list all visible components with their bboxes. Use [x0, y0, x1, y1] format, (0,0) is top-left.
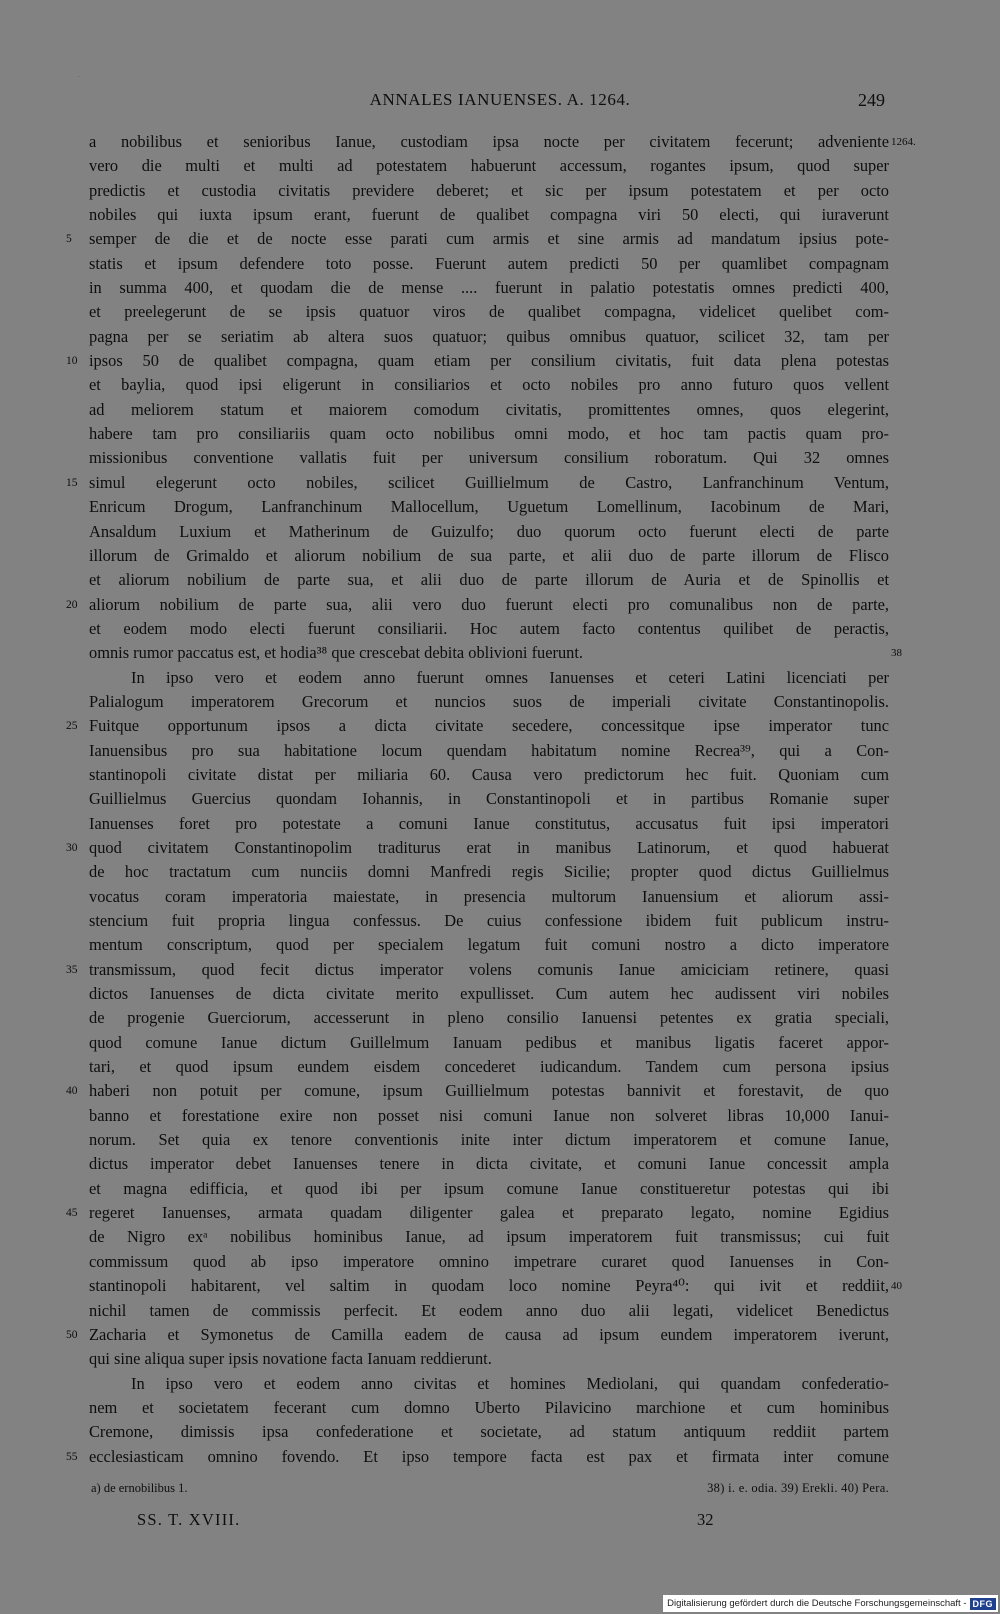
- text-line: [89, 130, 916, 154]
- text-line: [89, 1225, 889, 1249]
- line-number: 10: [66, 355, 78, 368]
- line-number: 25: [66, 720, 78, 733]
- text-line: [89, 520, 889, 544]
- text-line: [89, 252, 889, 276]
- dfg-logo-icon: DFG: [970, 1598, 997, 1610]
- text-line: [89, 179, 889, 203]
- sheet-number: 32: [697, 1510, 714, 1529]
- text-line: [89, 422, 889, 446]
- text-line: [89, 1031, 889, 1055]
- running-title: ANNALES IANUENSES. A. 1264.: [369, 90, 631, 109]
- footnote-a: a) de ernobilibus 1.: [91, 1481, 188, 1495]
- line-number: 30: [66, 841, 78, 854]
- text-line: [89, 666, 889, 690]
- text-line: [89, 860, 889, 884]
- text-line: [89, 1372, 889, 1396]
- line-text: In ipso vero et eodem anno civitas et homines Mediolani, qui quandam confederatio-: [131, 1373, 889, 1393]
- text-line: [89, 1299, 889, 1323]
- line-text: qui sine aliqua super ipsis novatione facta Ianuam reddierunt.: [89, 1349, 492, 1369]
- margin-note: 38: [891, 647, 902, 660]
- line-number: 40: [66, 1085, 78, 1098]
- page-number: 249: [858, 90, 885, 110]
- line-text: nobiles qui iuxta ipsum erant, fuerunt de qualibet compagna viri 50 electi, qui iuraverunt: [89, 205, 889, 225]
- line-text: dictus imperator debet Ianuenses tenere in dicta civitate, et comuni Ianue concessit ampla: [89, 1154, 889, 1174]
- line-text: banno et forestatione exire non posset nisi comuni Ianue non solveret libras 10,000 Ianui-: [89, 1105, 889, 1125]
- text-line: [66, 593, 889, 617]
- line-number: 20: [66, 598, 78, 611]
- line-text: Fuitque opportunum ipsos a dicta civitate secedere, concessitque ipse imperator tunc: [89, 716, 889, 736]
- footnotes-numbered: 38) i. e. odia. 39) Erekli. 40) Pera.: [707, 1481, 889, 1495]
- text-line: [89, 325, 889, 349]
- text-line: [89, 373, 889, 397]
- text-line: [89, 1128, 889, 1152]
- text-line: [89, 446, 889, 470]
- text-line: [66, 1323, 889, 1347]
- running-head: [0, 90, 1000, 118]
- volume-signature: SS. T. XVIII.: [137, 1510, 241, 1529]
- line-text: Guillielmus Guercius quondam Iohannis, in Constantinopoli et in partibus Romanie super: [89, 789, 889, 809]
- scan-speck: [78, 76, 79, 77]
- line-text: semper de die et de nocte esse parati cum armis et sine armis ad mandatum ipsius pote-: [89, 229, 889, 249]
- text-line: [89, 1396, 889, 1420]
- credit-text: Digitalisierung gefördert durch die Deutsche Forschungsgemeinschaft -: [667, 1598, 967, 1609]
- signature-line: [0, 1510, 1000, 1534]
- line-text: et aliorum nobilium de parte sua, et alii duo de parte illorum de Auria et de Spinollis et: [89, 570, 889, 590]
- text-line: [89, 982, 889, 1006]
- line-text: In ipso vero et eodem anno fuerunt omnes Ianuenses et ceteri Latini licenciati per: [131, 667, 889, 687]
- line-number: 50: [66, 1328, 78, 1341]
- line-text: de hoc tractatum cum nunciis domni Manfredi regis Sicilie; propter quod dictus Guillielmus: [89, 862, 889, 882]
- line-text: et preelegerunt de se ipsis quatuor viros de qualibet compagna, videlicet quelibet com-: [89, 302, 889, 322]
- line-text: simul elegerunt octo nobiles, scilicet Guillielmum de Castro, Lanfranchinum Ventum,: [89, 472, 889, 492]
- text-line: [66, 471, 889, 495]
- text-line: [66, 1201, 889, 1225]
- line-text: stantinopoli habitarent, vel saltim in quodam loco nomine Peyra⁴⁰: qui ivit et reddiit,: [89, 1276, 889, 1296]
- text-line: [89, 1104, 889, 1128]
- text-line: [66, 714, 889, 738]
- line-text: regeret Ianuenses, armata quadam diligenter galea et preparato legato, nomine Egidius: [89, 1203, 889, 1223]
- line-text: aliorum nobilium de parte sua, alii vero duo fuerunt electi pro comunalibus non de parte,: [89, 594, 889, 614]
- line-text: Cremone, dimissis ipsa confederatione et societate, ad statum antiquum reddiit partem: [89, 1422, 889, 1442]
- line-text: Zacharia et Symonetus de Camilla eadem de causa ad ipsum eundem imperatorem iverunt,: [89, 1324, 889, 1344]
- text-line: [89, 398, 889, 422]
- text-line: [89, 1347, 889, 1371]
- line-text: Ianuenses foret pro potestate a comuni Ianue constitutus, accusatus fuit ipsi imperatori: [89, 813, 889, 833]
- text-line: [89, 300, 889, 324]
- margin-note: 1264.: [891, 136, 916, 148]
- line-text: Ianuensibus pro sua habitatione locum quendam habitatum nomine Recrea³⁹, qui a Con-: [89, 740, 889, 760]
- line-text: ad meliorem statum et maiorem comodum civitatis, promittentes omnes, quos elegerint,: [89, 399, 889, 419]
- line-text: et eodem modo electi fuerunt consiliarii. Hoc autem facto contentus quilibet de peractis,: [89, 618, 889, 638]
- line-text: habere tam pro consiliariis quam octo nobilibus omni modo, et hoc tam pactis quam pro-: [89, 424, 889, 444]
- line-text: omnis rumor paccatus est, et hodia³⁸ que crescebat debita oblivioni fuerunt.: [89, 643, 583, 663]
- text-line: [89, 885, 889, 909]
- line-text: statis et ipsum defendere toto posse. Fuerunt autem predicti 50 per quamlibet compagnam: [89, 253, 889, 273]
- line-text: ipsos 50 de qualibet compagna, quam etiam per consilium civitatis, fuit data plena potestas: [89, 351, 889, 371]
- line-text: de Nigro exᵃ nobilibus hominibus Ianue, ad ipsum imperatorem fuit transmissus; cui fuit: [89, 1227, 889, 1247]
- text-line: [89, 1177, 889, 1201]
- line-number: 15: [66, 476, 78, 489]
- line-text: de progenie Guerciorum, accesserunt in pleno consilio Ianuensi petentes ex gratia speciali,: [89, 1008, 889, 1028]
- line-number: 5: [66, 233, 72, 246]
- line-number: 45: [66, 1207, 78, 1220]
- text-line: [89, 1055, 889, 1079]
- line-text: in summa 400, et quodam die de mense .... fuerunt in palatio potestatis omnes predicti 400,: [89, 278, 889, 298]
- line-text: ecclesiasticam omnino fovendo. Et ipso tempore facta est pax et firmata inter comune: [89, 1446, 889, 1466]
- line-text: haberi non potuit per comune, ipsum Guillielmum potestas bannivit et forestavit, de quo: [89, 1081, 889, 1101]
- text-line: [89, 568, 889, 592]
- line-text: transmissum, quod fecit dictus imperator volens comunis Ianue amiciciam retinere, quasi: [89, 959, 889, 979]
- line-text: dictos Ianuenses de dicta civitate merito expullisset. Cum autem hec audissent viri nobiles: [89, 984, 889, 1004]
- text-line: [89, 812, 889, 836]
- text-line: [89, 495, 889, 519]
- text-line: [89, 641, 902, 665]
- line-text: norum. Set quia ex tenore conventionis inite inter dictum imperatorem et comune Ianue,: [89, 1130, 889, 1150]
- line-text: stantinopoli civitate distat per miliaria 60. Causa vero predictorum hec fuit. Quoniam cum: [89, 764, 889, 784]
- line-text: tari, et quod ipsum eundem eisdem concederet iudicandum. Tandem cum persona ipsius: [89, 1057, 889, 1077]
- text-line: [89, 1420, 889, 1444]
- line-text: nichil tamen de commissis perfecit. Et eodem anno duo alii legati, videlicet Benedictus: [89, 1300, 889, 1320]
- line-text: vero die multi et multi ad potestatem habuerunt accessum, rogantes ipsum, quod super: [89, 156, 889, 176]
- text-line: [89, 690, 889, 714]
- line-text: pagna per se seriatim ab altera suos quatuor; quibus omnibus quatuor, scilicet 32, tam per: [89, 326, 889, 346]
- line-text: quod comune Ianue dictum Guillelmum Ianuam pedibus et manibus ligatis faceret appor-: [89, 1032, 889, 1052]
- line-text: mentum conscriptum, quod per specialem legatum fuit comuni nostro a dicto imperatore: [89, 935, 889, 955]
- text-line: [89, 787, 889, 811]
- line-text: et magna edifficia, et quod ibi per ipsum comune Ianue constitueretur potestas qui ibi: [89, 1178, 889, 1198]
- text-line: [66, 836, 889, 860]
- margin-note: 40: [891, 1280, 902, 1293]
- text-line: [89, 1250, 889, 1274]
- footnotes: [89, 1481, 889, 1503]
- text-line: [89, 1152, 889, 1176]
- line-text: commissum quod ab ipso imperatore omnino impetrare curaret quod Ianuenses in Con-: [89, 1251, 889, 1271]
- text-line: [66, 1079, 889, 1103]
- text-line: [89, 617, 889, 641]
- text-line: [66, 349, 889, 373]
- text-line: [89, 154, 889, 178]
- text-line: [66, 227, 889, 251]
- text-line: [66, 1445, 889, 1469]
- line-text: et baylia, quod ipsi eligerunt in consiliarios et octo nobiles pro anno futuro quos vellent: [89, 375, 889, 395]
- line-text: Palialogum imperatorem Grecorum et nuncios suos de imperiali civitate Constantinopolis.: [89, 691, 889, 711]
- text-line: [89, 203, 889, 227]
- text-line: [66, 958, 889, 982]
- line-text: missionibus conventione vallatis fuit per universum consilium roboratum. Qui 32 omnes: [89, 448, 889, 468]
- text-line: [89, 909, 889, 933]
- line-text: nem et societatem fecerant cum domno Uberto Pilavicino marchione et cum hominibus: [89, 1397, 889, 1417]
- dfg-credit: [663, 1595, 998, 1612]
- line-text: illorum de Grimaldo et aliorum nobilium de sua parte, et alii duo de parte illorum de Flisco: [89, 545, 889, 565]
- line-text: quod civitatem Constantinopolim traditurus erat in manibus Latinorum, et quod habuerat: [89, 837, 889, 857]
- text-line: [89, 1274, 902, 1298]
- line-number: 55: [66, 1450, 78, 1463]
- text-line: [89, 544, 889, 568]
- text-line: [89, 739, 889, 763]
- text-line: [89, 1006, 889, 1030]
- line-number: 35: [66, 963, 78, 976]
- text-line: [89, 763, 889, 787]
- text-line: [89, 933, 889, 957]
- line-text: Enricum Drogum, Lanfranchinum Mallocellum, Uguetum Lomellinum, Iacobinum de Mari,: [89, 497, 889, 517]
- body-text: [66, 130, 916, 1469]
- text-line: [89, 276, 889, 300]
- line-text: a nobilibus et senioribus Ianue, custodiam ipsa nocte per civitatem fecerunt; adveniente: [89, 132, 889, 151]
- line-text: Ansaldum Luxium et Matherinum de Guizulfo; duo quorum octo fuerunt electi de parte: [89, 521, 889, 541]
- line-text: vocatus coram imperatoria maiestate, in presencia multorum Ianuensium et aliorum assi-: [89, 886, 889, 906]
- line-text: predictis et custodia civitatis previdere deberet; et sic per ipsum potestatem et per octo: [89, 180, 889, 200]
- line-text: stencium fuit propria lingua confessus. De cuius confessione ibidem fuit publicum instru-: [89, 911, 889, 930]
